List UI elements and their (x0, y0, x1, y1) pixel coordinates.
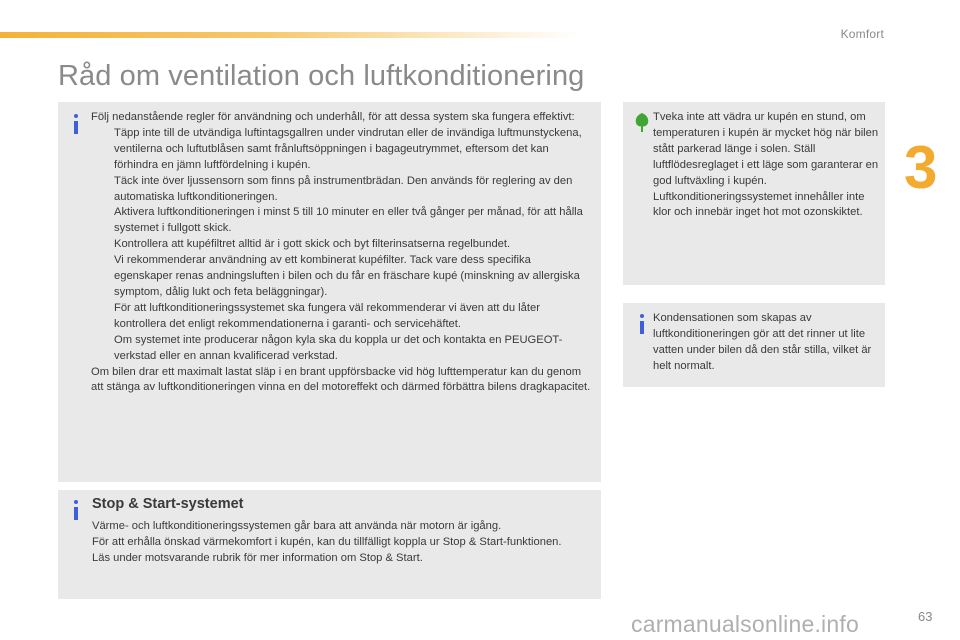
list-item: Aktivera luftkonditioneringen i minst 5 till 10 minuter en eller två gånger per månad, för att hålla systemet i fullgott skick. (114, 206, 583, 235)
page-number: 63 (918, 609, 933, 624)
ventilation-advice-box (58, 102, 601, 482)
stop-start-line: För att erhålla önskad värmekomfort i kupén, kan du tillfälligt koppla ur Stop & Start-funktionen. (92, 535, 562, 548)
list-item: Täck inte över ljussensorn som finns på instrumentbrädan. Den används för reglering av den automatiska luftkonditioneringen. (114, 174, 573, 203)
stop-start-box (58, 490, 601, 599)
page-title: Råd om ventilation och luftkonditionering (58, 60, 585, 92)
list-item: Om systemet inte producerar någon kyla ska du koppla ur det och kontakta en PEUGEOT-verkstad eller en annan kvalificerad verkstad. (114, 333, 563, 362)
section-label: Komfort (840, 27, 884, 41)
condensation-box (623, 303, 885, 387)
eco-tip-box (623, 102, 885, 285)
list-item: Täpp inte till de utvändiga luftintagsgallren under vindrutan eller de invändiga luftmunstyckena, ventilerna och luftutblåsen samt frånluftsöppningen i bagageutrymmet, eftersom det kan förhindra en jämn luftfördelning i kupén. (114, 126, 582, 171)
stop-start-title: Stop & Start-systemet (92, 496, 244, 512)
condensation-text: Kondensationen som skapas av luftkonditioneringen gör att det rinner ut lite vatten under bilen då den står stilla, vilket är helt normalt. (653, 312, 872, 372)
chapter-number: 3 (904, 134, 938, 201)
info-icon (71, 114, 81, 134)
leaf-icon (634, 112, 650, 132)
info-icon (71, 500, 81, 520)
watermark: carmanualsonline.info (631, 611, 859, 637)
stop-start-line: Läs under motsvarande rubrik för mer information om Stop & Start. (92, 551, 423, 564)
stop-start-line: Värme- och luftkonditioneringssystemen går bara att använda när motorn är igång. (92, 520, 502, 532)
advice-text (91, 110, 591, 396)
advice-intro: Följ nedanstående regler för användning och underhåll, för att dessa system ska fungera effektivt: (91, 111, 575, 123)
eco-tip-text: Tveka inte att vädra ur kupén en stund, om temperaturen i kupén är mycket hög när bilen stått parkerad länge i solen. Ställ luftflödesreglaget i ett läge som garanterar en god luftväxling i kupén. Luftkonditioneringssystemet innehåller inte klor och innebär inget hot mot ozonskiktet. (653, 111, 879, 219)
info-icon (637, 314, 647, 334)
filter-note: Vi rekommenderar användning av ett kombinerat kupéfilter. Tack vare dess specifika egenskaper renas andningsluften i bilen och du får en fräschare kupé (minskning av allergiska symptom, dålig lukt och feta beläggningar). (114, 254, 580, 298)
advice-closing: Om bilen drar ett maximalt lastat släp i en brant uppförsbacke vid hög lufttemperatur kan du genom att stänga av luftkonditioneringen vinna en del motoreffekt och därmed förbättra bilens dragkapacitet. (91, 365, 591, 394)
list-item: För att luftkonditioneringssystemet ska fungera väl rekommenderar vi även att du låter kontrollera det enligt rekommendationerna i garanti- och servicehäftet. (114, 301, 540, 330)
stop-start-text (92, 519, 562, 567)
list-item: Kontrollera att kupéfiltret alltid är i gott skick och byt filterinsatserna regelbundet. Vi rekommenderar användning av ett kombinerat kupéfilter. Tack vare dess specifika egenskaper renas andningsluften i bilen och du får en fräschare kupé (minskning av allergiska symptom, dålig lukt och feta beläggningar). (114, 238, 580, 298)
header-accent-bar (0, 32, 580, 38)
